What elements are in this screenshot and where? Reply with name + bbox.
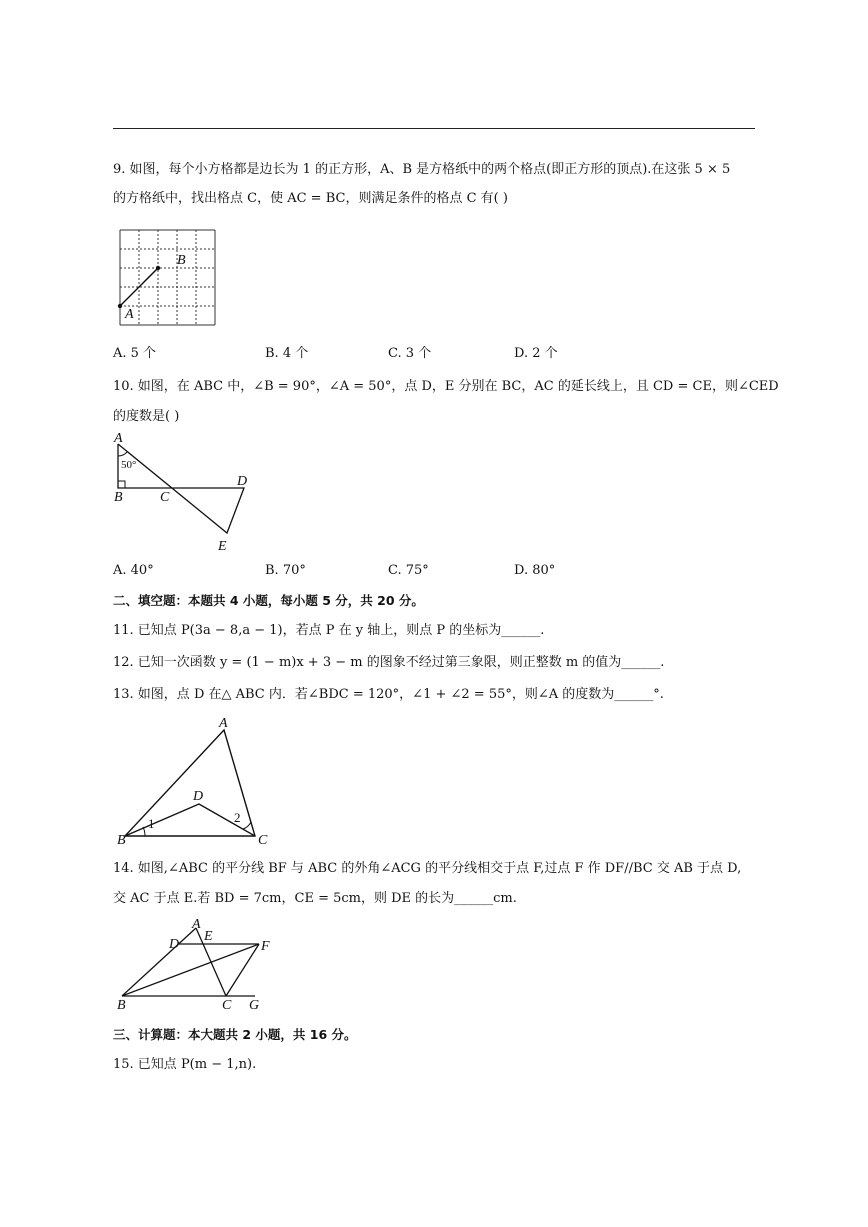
label-a: A — [219, 716, 228, 731]
q9-line2: 的方格纸中，找出格点 C，使 AC = BC，则满足条件的格点 C 有( ) — [113, 191, 508, 206]
label-b: B — [117, 998, 126, 1013]
label-g: G — [249, 998, 260, 1013]
q12-text: 12. 已知一次函数 y = (1 − m)x + 3 − m 的图象不经过第三象限，则正整数 m 的值为______. — [113, 655, 665, 670]
header-rule — [113, 128, 755, 129]
q9-line1: 9. 如图，每个小方格都是边长为 1 的正方形，A、B 是方格纸中的两个格点(即正方形的顶点).在这张 5 × 5 — [113, 162, 731, 177]
point-b — [156, 266, 160, 270]
q14-line1: 14. 如图,∠ABC 的平分线 BF 与 ABC 的外角∠ACG 的平分线相交于点 F,过点 F 作 DF//BC 交 AB 于点 D, — [113, 861, 742, 876]
label-b: B — [177, 253, 186, 268]
q10-option-c[interactable]: C. 75° — [388, 563, 429, 578]
label-e: E — [218, 539, 227, 554]
label-d: D — [169, 937, 180, 952]
q14-figure — [113, 918, 283, 1013]
point-a — [118, 304, 122, 308]
label-b: B — [114, 490, 123, 505]
q9-option-a[interactable]: A. 5 个 — [113, 346, 157, 361]
q10-option-b[interactable]: B. 70° — [265, 563, 306, 578]
label-e: E — [204, 929, 213, 944]
q10-line2: 的度数是( ) — [113, 409, 180, 424]
angle-2-label: 2 — [234, 810, 241, 825]
label-c: C — [222, 998, 232, 1013]
label-d: D — [237, 474, 248, 489]
q9-option-c[interactable]: C. 3 个 — [388, 346, 432, 361]
q11-text: 11. 已知点 P(3a − 8,a − 1)，若点 P 在 y 轴上，则点 P 的坐标为______. — [113, 623, 545, 638]
label-c: C — [160, 490, 170, 505]
label-a: A — [125, 307, 134, 322]
section-3-heading: 三、计算题：本大题共 2 小题，共 16 分。 — [113, 1027, 357, 1042]
label-f: F — [261, 939, 270, 954]
q10-option-a[interactable]: A. 40° — [113, 563, 154, 578]
label-a: A — [114, 431, 123, 446]
q14-line2: 交 AC 于点 E.若 BD = 7cm，CE = 5cm，则 DE 的长为______cm. — [113, 891, 517, 906]
angle-1-label: 1 — [148, 816, 155, 831]
q9-grid-figure — [110, 222, 230, 330]
q10-line1: 10. 如图，在 ABC 中，∠B = 90°，∠A = 50°，点 D，E 分别在 BC，AC 的延长线上，且 CD = CE，则∠CED — [113, 379, 779, 394]
label-d: D — [193, 789, 204, 804]
label-c: C — [258, 833, 268, 848]
q10-figure — [110, 430, 260, 555]
q15-text: 15. 已知点 P(m − 1,n). — [113, 1057, 257, 1072]
angle-label: 50° — [121, 459, 137, 471]
label-b: B — [117, 833, 126, 848]
q13-figure — [113, 712, 283, 847]
q13-line1: 13. 如图，点 D 在△ ABC 内．若∠BDC = 120°，∠1 + ∠2 = 55°，则∠A 的度数为______°. — [113, 687, 664, 702]
label-a: A — [192, 917, 201, 932]
q10-option-d[interactable]: D. 80° — [514, 563, 556, 578]
section-2-heading: 二、填空题：本题共 4 小题，每小题 5 分，共 20 分。 — [113, 593, 424, 608]
q9-option-d[interactable]: D. 2 个 — [514, 346, 558, 361]
q9-option-b[interactable]: B. 4 个 — [265, 346, 309, 361]
